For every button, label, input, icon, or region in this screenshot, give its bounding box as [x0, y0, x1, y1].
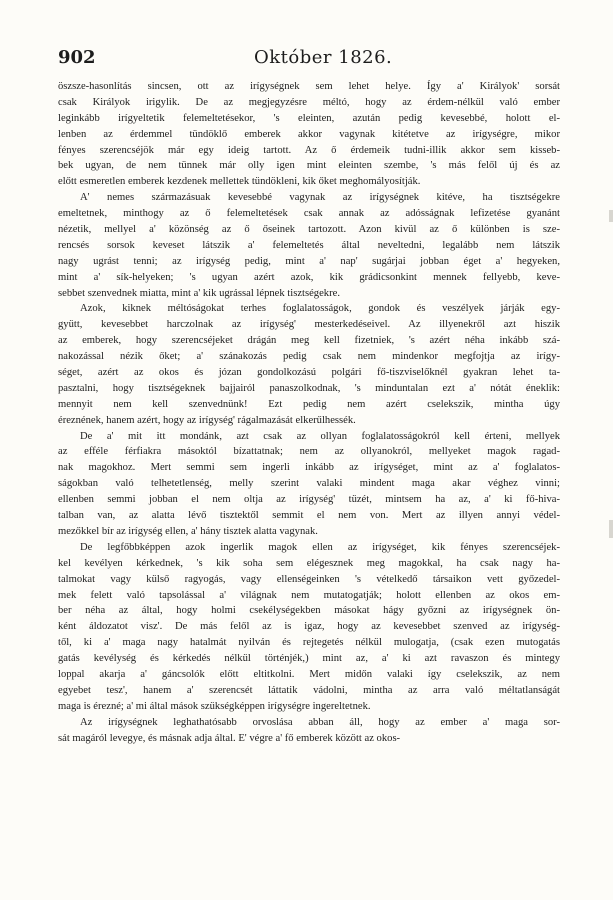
- text-line: éreznének, hanem azért, hogy az irígység' rágalmazását elkerűlhessék.: [58, 414, 356, 426]
- text-line: nézetik, mellyel a' közönség az ő őseinek tartozott. Azon kivül az ő különben is sze-: [58, 224, 560, 236]
- text-line: mint a' sík-helyeken; 's ugyan azért azok, kik grádicsonkint mennek fellyebb, keve-: [58, 271, 560, 283]
- text-line: nak magokhoz. Mert semmi sem ingerli inkább az irígységet, mint az a' foglalatos-: [58, 462, 560, 474]
- paragraph: [58, 429, 560, 540]
- text-line: pasztalni, hogy tisztségeknek bajjairól panaszolkodnak, 's minduntalan ezt a' nótát éneklik:: [58, 382, 560, 394]
- text-line: előtt esmeretlen emberek kezdenek mellettek tündökleni, kik őket meghomályosítják.: [58, 176, 421, 188]
- text-line: Az irígységnek leghathatósabb orvoslása abban áll, hogy az ember a' maga sor-: [80, 716, 560, 728]
- text-line: től, ki a' maga nagy hatalmát nyilván és rejtegetés nélkül mulogatja, (csak ezen mutogatás: [58, 637, 560, 649]
- text-line: mezőkkel bír az irígység ellen, a' hány tisztek alatta vagynak.: [58, 525, 318, 537]
- text-line: ként áldozatot visz'. De más felől az is igaz, hogy az kevesebbet szenved az irígység-: [58, 621, 560, 633]
- text-line: ellenben semmi jobban el nem oltja az irígység' tüzét, mintsem ha az, a' ki fő-hiva-: [58, 494, 560, 506]
- text-line: gatás kevélység és kérkedés nélkül történjék,) mint az, a' ki azt ravaszon és mintegy: [58, 653, 560, 665]
- text-line: lenben az érdemmel tündöklő emberek akkor vagynak kitétetve az irígységre, mikor: [58, 128, 560, 140]
- running-head: Október 1826.: [254, 47, 393, 68]
- paragraph: [58, 79, 560, 190]
- text-line: mek felett való tapsolással a' világnak nem mutatogatják; holott ellenben az okos em-: [58, 589, 560, 601]
- text-line: séget, azért az okos és józan gondolkozású polgári fő-tiszviselőknél gyakran lehet ta-: [58, 367, 560, 379]
- paragraph: [58, 190, 560, 301]
- page-number: 902: [58, 47, 96, 68]
- page-edge-mark: [609, 210, 613, 222]
- text-line: az emberek, hogy szerencséjeket drágán meg kell fizetniek, 's azért néha inkább szá-: [58, 335, 560, 347]
- text-line: A' nemes származásuak kevesebbé vagynak az irígységnek kitéve, ha tisztségekre: [80, 192, 560, 204]
- text-line: ber néha az által, hogy holmi csekélységekben másokat hágy győzni az irígységnek ön-: [58, 605, 560, 617]
- text-line: bek ugyan, de nem tünnek már olly igen mint eleinten szembe, 's más felől új és az: [58, 160, 560, 172]
- text-line: Azok, kiknek méltóságokat terhes foglalatosságok, gondok és veszélyek járják egy-: [80, 303, 560, 315]
- text-line: talmokat vagy külső ragyogás, vagy ellenségeinken 's vételkedő társaikon vett győzedel-: [58, 573, 560, 585]
- text-line: De legfőbbképpen azok ingerlik magok ellen az irígységet, kik fényes szerencséjek-: [80, 541, 560, 553]
- text-line: emeltetnek, minthogy az ő felemeltetések csak annak az adósságnak lefizetése gyanánt: [58, 208, 560, 220]
- text-line: fényes szerencséjök már egy ideig tartott. Az ő érdemeik tudni-illik akkor sem kisseb-: [58, 144, 560, 156]
- body-text: [58, 79, 560, 746]
- paragraph: [58, 715, 560, 747]
- text-line: az efféle férfiakra másoktól bízattatnak; nem az ollyanokról, mellyeket magok ragad-: [58, 446, 560, 458]
- text-line: sebbet szenvednek miatta, mint a' kik ugrással lépnek tisztségekre.: [58, 287, 340, 299]
- text-line: mennyit nem kell szenvednünk! Ezt pedig nem azért cselekszik, mintha úgy: [58, 398, 560, 410]
- text-line: csak Királyok irigylik. De az megjegyzésre méltó, hogy az érdem-nélkül való ember: [58, 96, 560, 108]
- text-line: gyütt, kevesebbet harczolnak az irígység' mesterkedéseivel. Az illyenekről azt hiszik: [58, 319, 560, 331]
- text-line: rencsés sorsok keveset látszik a' felemeltetés által neveltedni, legalább nem látszik: [58, 239, 560, 251]
- paragraph: [58, 301, 560, 428]
- text-line: nakozással nézik őket; a' szánakozás pedig csak nem mindenkor megfojtja az irígy-: [58, 351, 560, 363]
- text-line: nagy ugrást tenni; az irígység pedig, mint a' nap' sugárjai jobban éget a' hegyeken,: [58, 255, 560, 267]
- text-line: loppal akarja a' gáncsolók előtt eltitkolni. Mert midőn valaki így cselekszik, az nem: [58, 668, 560, 680]
- text-line: leginkább irígyeltetik felemeltetésekor, 's eleinten, azután pedig kevesebbé, holott el-: [58, 112, 560, 124]
- text-line: kel kevélyen kérkednek, 's kik soha sem elégesznek meg magokkal, ha csak nagy ha-: [58, 557, 560, 569]
- paragraph: [58, 540, 560, 715]
- page-edge-mark: [609, 520, 613, 538]
- text-line: maga is érezné; a' mi által mások szükségképpen irígységre ingereltetnek.: [58, 700, 371, 712]
- text-line: talban van, az alatta lévő tisztektől semmit el nem von. Mert az illyen annyi védel-: [58, 510, 560, 522]
- text-line: ságokban való telhetetlenség, melly szerint valaki mindent maga akar véghez vinni;: [58, 478, 560, 490]
- text-line: egyebet tesz', hanem a' szerencsét láttatik vádolni, mintha az arra való méltatlanságát: [58, 684, 560, 696]
- text-line: sát magáról levegye, és másnak adja által. E' végre a' fő emberek között az okos-: [58, 732, 401, 744]
- text-line: öszsze-hasonlítás sincsen, ott az irígységnek sem lehet helye. Így a' Királyok' sorsát: [58, 81, 560, 92]
- text-line: De a' mit itt mondánk, azt csak az ollyan foglalatosságokról kell érteni, mellyek: [80, 430, 560, 442]
- page-header: [58, 47, 558, 75]
